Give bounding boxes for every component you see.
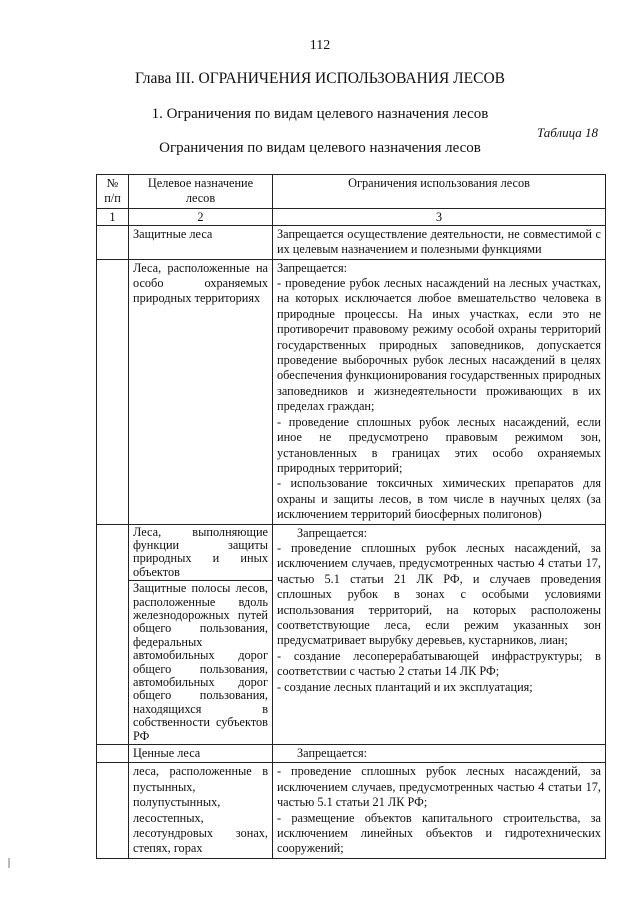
restriction-item: - проведение сплошных рубок лесных насаждений, за исключением случаев, предусмотренных частью 4 статьи 17, частью 5.1 статьи 21 ЛК РФ; bbox=[277, 764, 601, 810]
restriction-item: - создание лесных плантаций и их эксплуатация; bbox=[277, 679, 533, 694]
restriction-cell bbox=[273, 763, 606, 858]
restriction-cell bbox=[273, 524, 606, 745]
restriction-item: - проведение сплошных рубок лесных насаждений, если иное не предусмотрено правовым режимом зон, установленных в границах этих особо охраняемых природных территорий; bbox=[277, 414, 601, 475]
restriction-heading: Запрещается: bbox=[297, 746, 368, 761]
restriction-cell bbox=[273, 745, 606, 763]
header-restrictions: Ограничения использования лесов bbox=[273, 175, 606, 209]
table-row bbox=[97, 259, 606, 524]
row-number-cell bbox=[97, 745, 129, 763]
section-title: 1. Ограничения по видам целевого назначения лесов bbox=[151, 106, 489, 122]
purpose-cell: Защитные леса bbox=[129, 225, 273, 259]
purpose-cell: леса, расположенные в пустынных, полупустынных, лесостепных, лесотундровых зонах, степях, горах bbox=[129, 763, 273, 858]
table-row bbox=[97, 225, 606, 259]
page-number: 112 bbox=[309, 38, 331, 53]
table-row bbox=[97, 745, 606, 763]
header-purpose: Целевое назначение лесов bbox=[129, 175, 273, 209]
table-row bbox=[97, 763, 606, 858]
restriction-cell bbox=[273, 259, 606, 524]
restriction-heading: Запрещается: bbox=[277, 260, 348, 275]
restriction-item: - размещение объектов капитального строительства, за исключением линейных объектов и гидротехнических сооружений; bbox=[277, 810, 601, 856]
row-number-cell bbox=[97, 259, 129, 524]
column-number-1: 1 bbox=[97, 208, 129, 225]
purpose-cell: Ценные леса bbox=[129, 745, 273, 763]
table-header-row bbox=[97, 175, 606, 209]
row-number-cell bbox=[97, 524, 129, 745]
scan-margin-mark bbox=[8, 858, 10, 868]
restrictions-table bbox=[96, 174, 606, 859]
table-label: Таблица 18 bbox=[536, 125, 598, 140]
restriction-item: - использование токсичных химических препаратов для охраны и защиты лесов, в том числе в научных целях (за исключением территорий биосферных полигонов) bbox=[277, 476, 601, 522]
table-row bbox=[97, 524, 606, 581]
table-title: Ограничения по видам целевого назначения лесов bbox=[159, 140, 481, 156]
restriction-cell: Запрещается осуществление деятельности, не совместимой с их целевым назначением и полезными функциями bbox=[273, 225, 606, 259]
chapter-title: Глава III. ОГРАНИЧЕНИЯ ИСПОЛЬЗОВАНИЯ ЛЕСОВ bbox=[135, 70, 505, 87]
restriction-heading: Запрещается: bbox=[297, 525, 368, 540]
header-number: № п/п bbox=[97, 175, 129, 209]
restriction-item: - создание лесоперерабатывающей инфраструктуры; в соответствии с частью 2 статьи 14 ЛК РФ; bbox=[277, 648, 601, 679]
restriction-item: - проведение сплошных рубок лесных насаждений, за исключением случаев, предусмотренных частью 4 статьи 17, частью 5.1 статьи 21 ЛК РФ, и случаев проведения сплошных рубок в зонах с особыми условиями использования территорий, на которых расположены соответствующие леса, если режим указанных зон предусматривает вырубку деревьев, кустарников, лиан; bbox=[277, 540, 601, 648]
purpose-cell: Леса, выполняющие функции защиты природных и иных объектов bbox=[129, 524, 273, 581]
column-number-2: 2 bbox=[129, 208, 273, 225]
row-number-cell bbox=[97, 763, 129, 858]
purpose-cell: Леса, расположенные на особо охраняемых природных территориях bbox=[129, 259, 273, 524]
purpose-cell: Защитные полосы лесов, расположенные вдоль железнодорожных путей общего пользования, федеральных автомобильных дорог общего пользования, автомобильных дорог общего пользования, находящихся в собственности субъектов РФ bbox=[129, 581, 273, 745]
column-number-row bbox=[97, 208, 606, 225]
column-number-3: 3 bbox=[273, 208, 606, 225]
row-number-cell bbox=[97, 225, 129, 259]
restriction-item: - проведение рубок лесных насаждений на лесных участках, на которых исключается любое вмешательство человека в природные процессы. На иных участках, если это не противоречит правовому режиму особой охраны территорий государственных природных заповедников, допускается проведение выборочных рубок лесных насаждений в целях обеспечения функционирования государственных природных заповедников и жизнедеятельности проживающих в их пределах граждан; bbox=[277, 276, 601, 414]
